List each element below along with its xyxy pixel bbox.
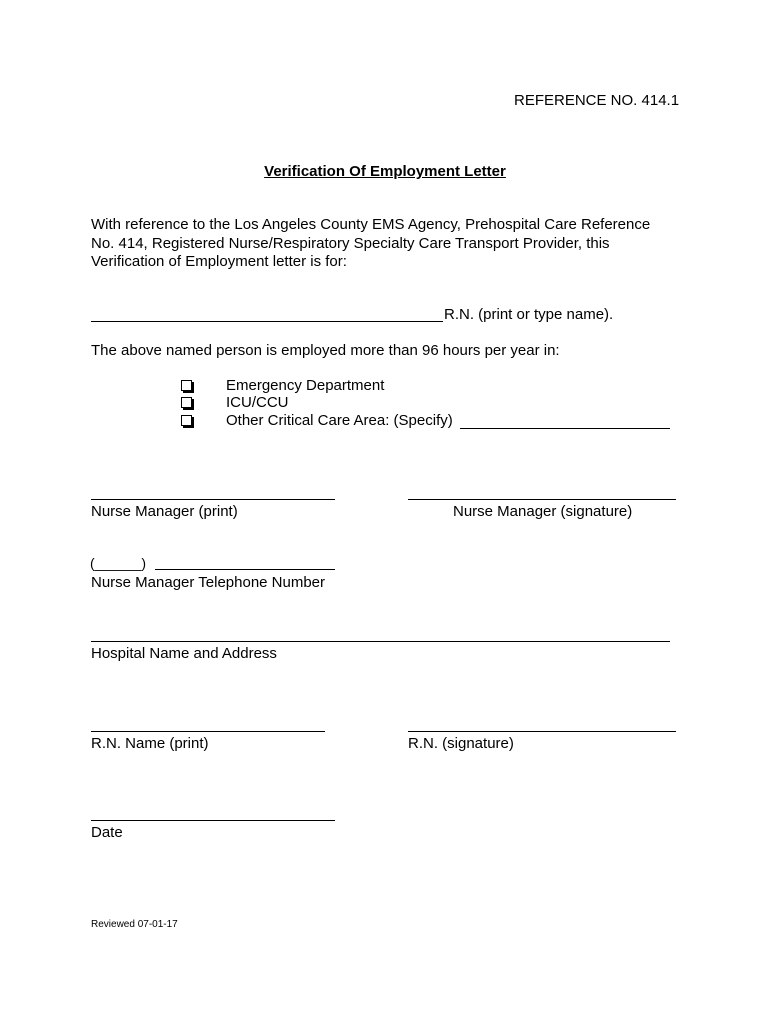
intro-line-1: With reference to the Los Angeles County EMS Agency, Prehospital Care Reference bbox=[91, 216, 651, 233]
employment-statement: The above named person is employed more than 96 hours per year in: bbox=[91, 342, 560, 359]
checkbox-emergency-department[interactable] bbox=[181, 380, 192, 391]
hospital-label: Hospital Name and Address bbox=[91, 645, 277, 662]
checkbox-icu-ccu[interactable] bbox=[181, 397, 192, 408]
rn-name-suffix: R.N. (print or type name). bbox=[444, 306, 614, 323]
phone-number-line[interactable] bbox=[155, 569, 335, 570]
document-title: Verification Of Employment Letter bbox=[264, 163, 506, 180]
nurse-manager-print-line[interactable] bbox=[91, 499, 335, 500]
date-line[interactable] bbox=[91, 820, 335, 821]
rn-signature-label: R.N. (signature) bbox=[408, 735, 514, 752]
nurse-manager-phone-label: Nurse Manager Telephone Number bbox=[91, 574, 326, 591]
reference-number: REFERENCE NO. 414.1 bbox=[514, 92, 680, 109]
option-label-emergency-department: Emergency Department bbox=[226, 377, 385, 394]
other-critical-care-specify-line[interactable] bbox=[460, 428, 670, 429]
date-label: Date bbox=[91, 824, 123, 841]
nurse-manager-signature-label: Nurse Manager (signature) bbox=[453, 503, 633, 520]
nurse-manager-signature-line[interactable] bbox=[408, 499, 676, 500]
reviewed-date: Reviewed 07-01-17 bbox=[91, 919, 178, 930]
nurse-manager-print-label: Nurse Manager (print) bbox=[91, 503, 238, 520]
option-label-other-critical-care: Other Critical Care Area: (Specify) bbox=[226, 412, 453, 429]
checkbox-other-critical-care[interactable] bbox=[181, 415, 192, 426]
rn-name-print-line[interactable] bbox=[91, 731, 325, 732]
rn-name-print-label: R.N. Name (print) bbox=[91, 735, 209, 752]
rn-signature-line[interactable] bbox=[408, 731, 676, 732]
option-label-icu-ccu: ICU/CCU bbox=[226, 394, 289, 411]
intro-line-3: Verification of Employment letter is for: bbox=[91, 253, 347, 270]
phone-area-code: (______) bbox=[90, 555, 147, 571]
intro-paragraph bbox=[91, 216, 681, 272]
rn-name-field-line[interactable] bbox=[91, 321, 443, 322]
hospital-line[interactable] bbox=[91, 641, 670, 642]
intro-line-2: No. 414, Registered Nurse/Respiratory Specialty Care Transport Provider, this bbox=[91, 234, 610, 252]
